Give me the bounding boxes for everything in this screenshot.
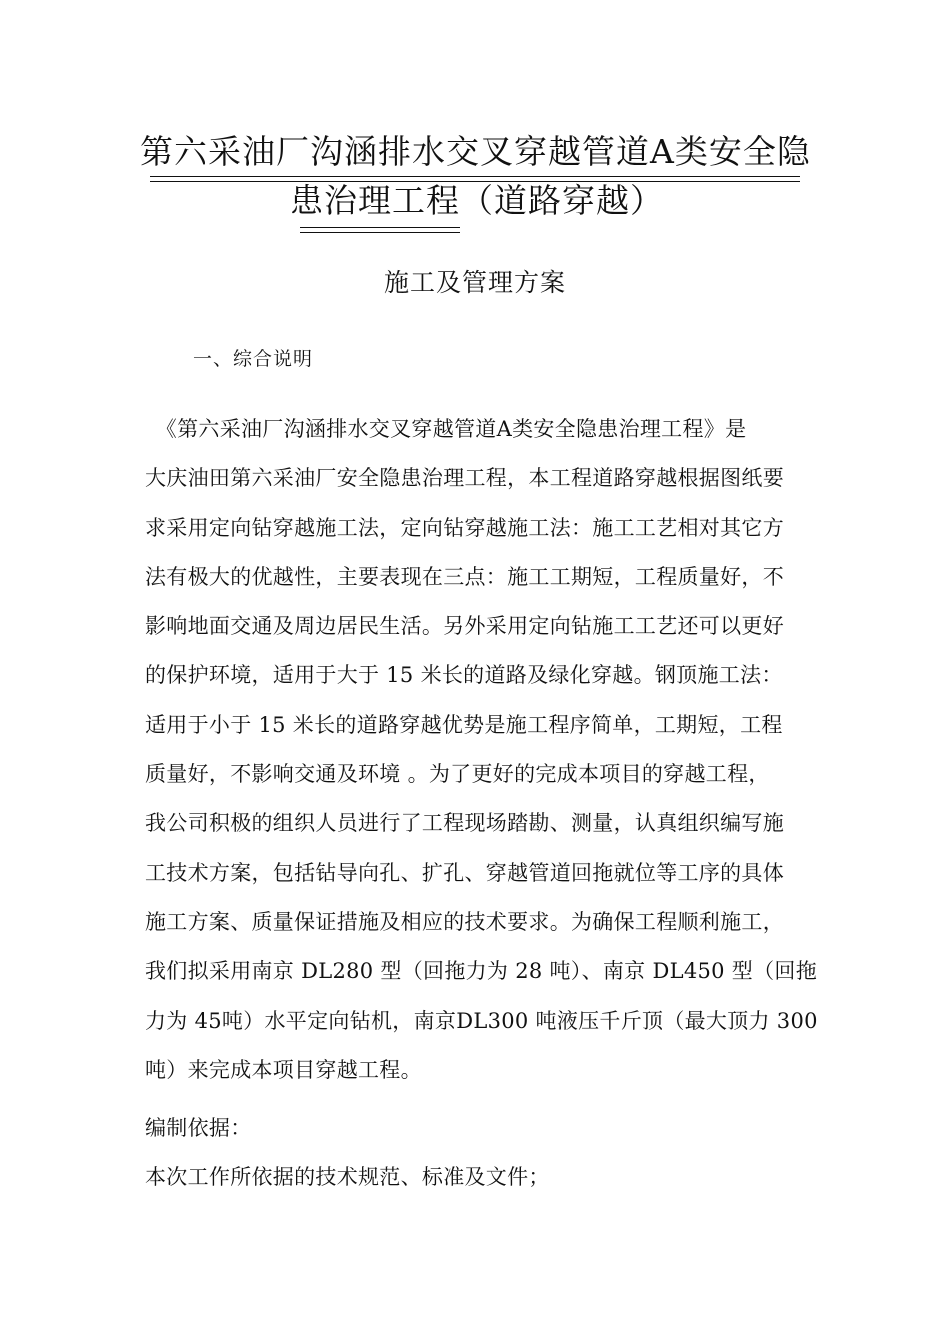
- document-title-line-1: 第六采油厂沟涵排水交叉穿越管道A类安全隐: [140, 132, 811, 171]
- title-double-underline-2: [300, 227, 460, 233]
- basis-text: 本次工作所依据的技术规范、标准及文件；: [145, 1165, 550, 1189]
- paragraph-line: 力为 45吨）水平定向钻机，南京DL300 吨液压千斤顶（最大顶力 300: [145, 1008, 818, 1033]
- document-title-line-2: 患治理工程（道路穿越）: [290, 181, 664, 220]
- paragraph-line: 影响地面交通及周边居民生活。另外采用定向钻施工工艺还可以更好: [145, 614, 784, 639]
- basis-label: 编制依据：: [145, 1116, 252, 1140]
- paragraph-line: 的保护环境，适用于大于 15 米长的道路及绿化穿越。钢顶施工法：: [145, 663, 783, 688]
- paragraph-line: 法有极大的优越性，主要表现在三点：施工工期短，工程质量好，不: [145, 564, 784, 589]
- paragraph-line: 大庆油田第六采油厂安全隐患治理工程，本工程道路穿越根据图纸要: [145, 466, 784, 491]
- paragraph-line: 施工方案、质量保证措施及相应的技术要求。为确保工程顺利施工，: [145, 909, 784, 934]
- paragraph-line: 我公司积极的组织人员进行了工程现场踏勘、测量，认真组织编写施: [145, 811, 784, 836]
- section-heading-overview: 一、综合说明: [193, 348, 314, 370]
- paragraph-line: 吨）来完成本项目穿越工程。: [145, 1057, 422, 1082]
- paragraph-line: 质量好，不影响交通及环境 。为了更好的完成本项目的穿越工程，: [145, 762, 770, 787]
- overview-paragraph: [145, 405, 818, 1095]
- paragraph-line: 我们拟采用南京 DL280 型（回拖力为 28 吨）、南京 DL450 型（回拖: [145, 959, 818, 984]
- document-subtitle: 施工及管理方案: [383, 268, 566, 297]
- paragraph-line: 适用于小于 15 米长的道路穿越优势是施工程序简单，工期短，工程: [145, 712, 783, 737]
- paragraph-line: 工技术方案，包括钻导向孔、扩孔、穿越管道回拖就位等工序的具体: [145, 860, 784, 885]
- paragraph-line: 《第六采油厂沟涵排水交叉穿越管道A类安全隐患治理工程》是: [145, 417, 747, 441]
- paragraph-line: 求采用定向钻穿越施工法，定向钻穿越施工法：施工工艺相对其它方: [145, 515, 784, 540]
